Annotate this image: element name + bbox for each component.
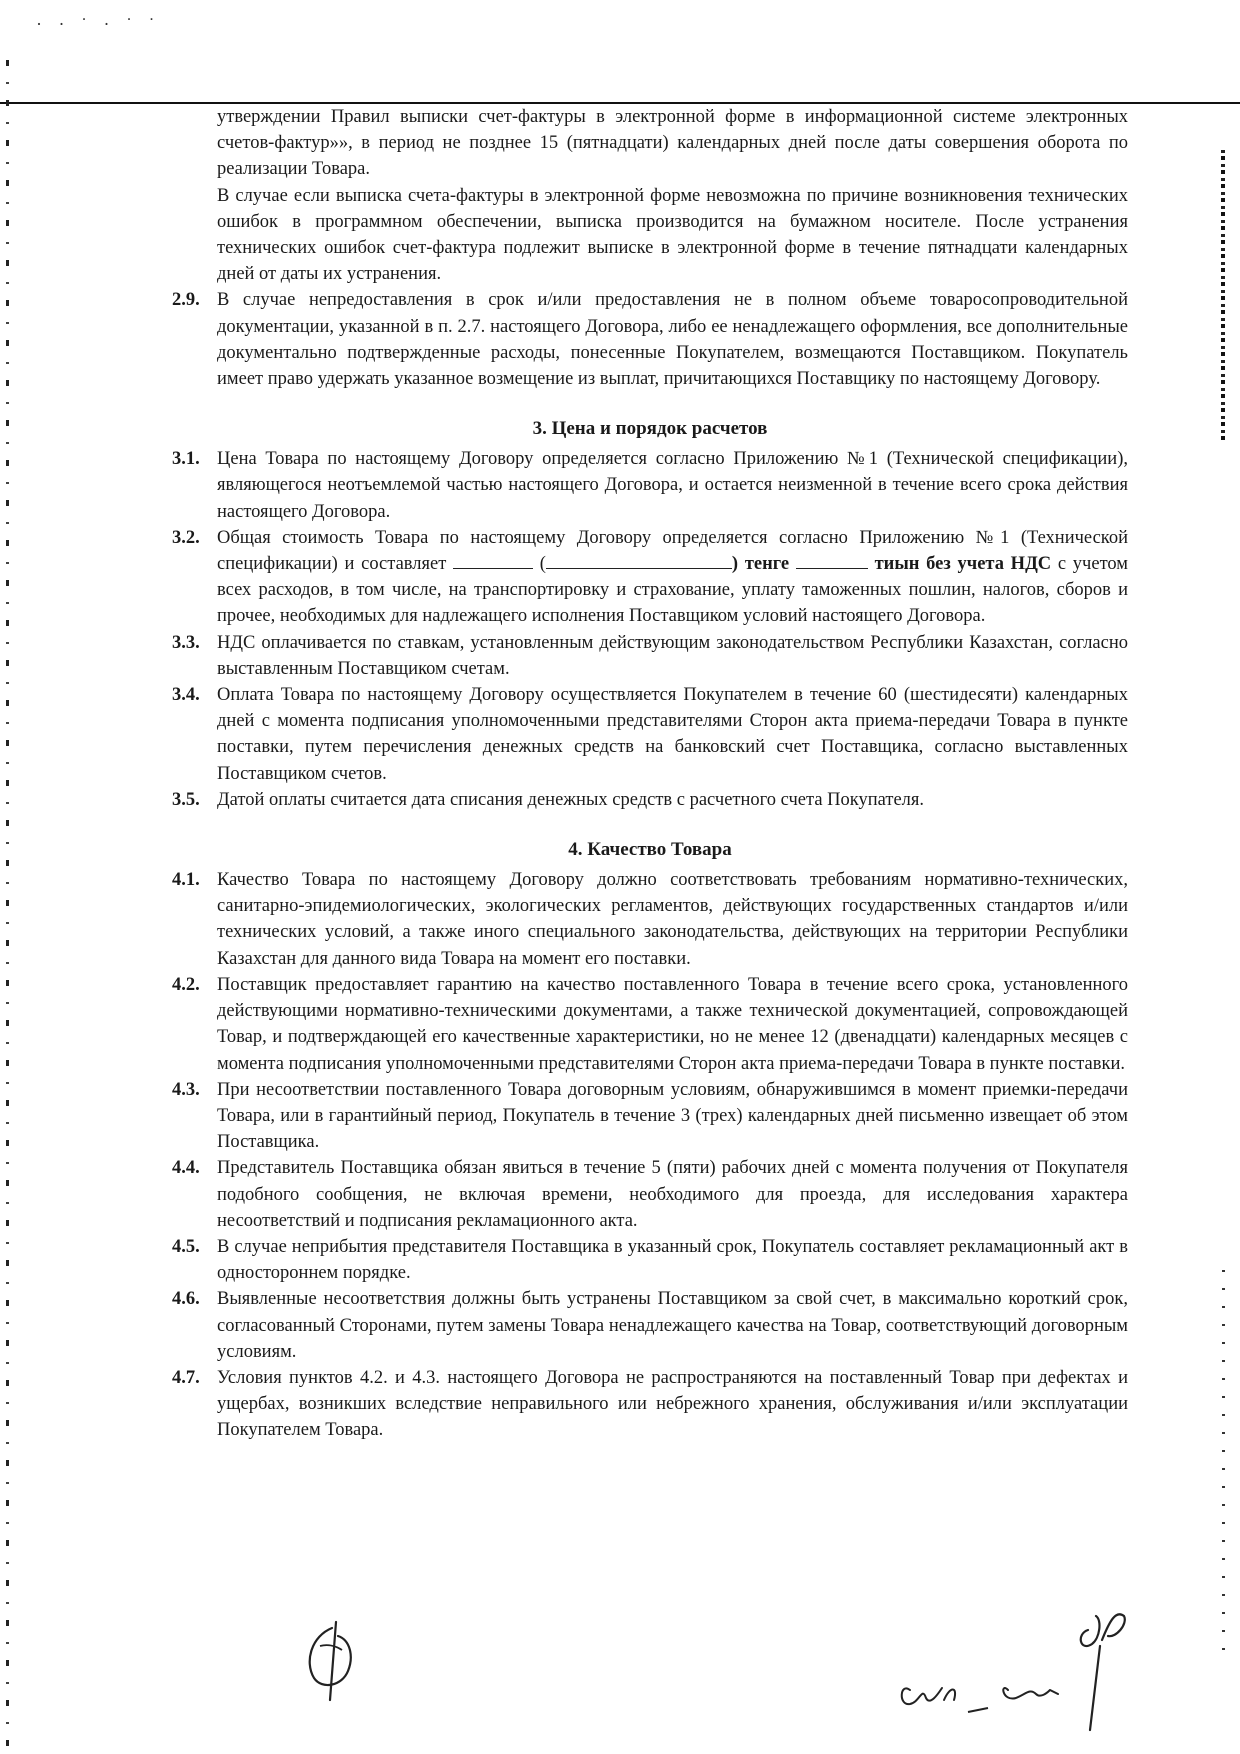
section-3-heading: 3. Цена и порядок расчетов [532, 418, 768, 440]
clause-number: 4.2. [172, 974, 200, 995]
clause-4-4 [172, 1155, 1128, 1234]
clause-4-7 [172, 1365, 1128, 1444]
clause-number: 4.5. [172, 1236, 200, 1257]
clause-text: Поставщик предоставляет гарантию на качество поставленного Товара в течение всего срока, установленного действующими нормативно-техническими документами, а также технической документацией, сопровождающей Товар, и подтверждающей его качественные характеристики, но не менее 12 (двенадцати) календарных месяцев с момента подписания уполномоченными представителями Сторон акта приема-передачи Товара в пункте поставки. [217, 974, 1128, 1074]
clause-4-5 [172, 1234, 1128, 1286]
clause-text: Качество Товара по настоящему Договору должно соответствовать требованиям нормативно-технических, санитарно-эпидемиологических, экологических регламентов, действующих государственных стандартов и/или технических условий, а также иного специального законодательства, действующих на территории Республики Казахстан для данного вида Товара на момент его поставки. [217, 870, 1128, 969]
clause-4-3 [172, 1077, 1128, 1156]
amount-words-blank-field [546, 552, 732, 569]
clause-4-6 [172, 1286, 1128, 1365]
clause-3-2 [172, 525, 1128, 630]
clause-3-1 [172, 446, 1128, 525]
clause-number: 3.4. [172, 685, 200, 706]
clause-text: Выявленные несоответствия должны быть устранены Поставщиком за свой счет, в максимально короткий срок, согласованный Сторонами, путем замены Товара ненадлежащего качества на Товар, соответствующий договорным условиям. [217, 1289, 1128, 1362]
scan-specks: · · ˙ · ˙ ˙ [36, 14, 161, 34]
clause-text: Оплата Товара по настоящему Договору осуществляется Покупателем в течение 60 (шестидесяти) календарных дней с момента подписания уполномоченными представителями Сторон акта приема-передачи Товара в пункте поставки, путем перечисления денежных средств на банковский счет Поставщика, согласно выставленных Поставщиком счетов. [217, 685, 1128, 784]
scan-left-edge-marks [6, 60, 9, 1750]
section-4-heading: 4. Качество Товара [568, 839, 732, 861]
clause-number: 4.7. [172, 1367, 200, 1388]
clause-3-5 [172, 787, 1128, 813]
scan-right-edge-marks [1221, 150, 1225, 440]
scan-right-edge-marks-lower [1222, 1270, 1225, 1650]
clause-number: 3.3. [172, 632, 200, 653]
clause-4-2 [172, 972, 1128, 1077]
clause-number: 3.5. [172, 789, 200, 810]
paren-close: ) [731, 554, 739, 575]
clause-text: Датой оплаты считается дата списания денежных средств с расчетного счета Покупателя. [217, 789, 925, 810]
clause-text: При несоответствии поставленного Товара договорным условиям, обнаружившимся в момент приемки-передачи Товара, или в гарантийный период, Покупатель в течение 3 (трех) календарных дней письменно извещает об этом Поставщика. [217, 1079, 1128, 1153]
clause-number: 2.9. [172, 290, 200, 311]
clause-3-2-text-a: Общая стоимость Товара по настоящему Договору определяется согласно Приложению №1 (Технической спецификации) и составляет [217, 527, 1128, 575]
clause-text: В случае непредоставления в срок и/или предоставления не в полном объеме товаросопроводительной документации, указанной в п. 2.7. настоящего Договора, либо ее ненадлежащего оформления, все дополнительные документально подтвержденные расходы, понесенные Покупателем, возмещаются Поставщиком. Покупатель имеет право удержать указанное возмещение из выплат, причитающихся Поставщику по настоящему Договору. [217, 290, 1128, 390]
clause-3-2-bold-b: тиын без учета НДС [874, 554, 1052, 575]
clause-3-4 [172, 682, 1128, 787]
amount-blank-field [453, 552, 533, 569]
clause-number: 4.6. [172, 1289, 200, 1310]
clause-text: НДС оплачивается по ставкам, установленным действующим законодательством Республики Казахстан, согласно выставленным Поставщиком счетам. [217, 632, 1128, 679]
clause-2-9 [172, 287, 1128, 392]
clause-text: Условия пунктов 4.2. и 4.3. настоящего Договора не распространяются на поставленный Товар при дефектах и ущербах, возникших вследствие неправильного или небрежного хранения, обслуживания и/или эксплуатации Покупателем Товара. [217, 1367, 1128, 1441]
paren-open: ( [539, 554, 546, 575]
tiyn-blank-field [796, 552, 868, 569]
clause-4-1 [172, 867, 1128, 972]
clause-text: Цена Товара по настоящему Договору определяется согласно Приложению №1 (Технической спецификации), являющегося неотъемлемой частью настоящего Договора, и остается неизменной в течение всего срока действия настоящего Договора. [217, 449, 1128, 522]
clause-3-3 [172, 630, 1128, 682]
clause-text: В случае неприбытия представителя Поставщика в указанный срок, Покупатель составляет рекламационный акт в одностороннем порядке. [217, 1236, 1128, 1284]
clause-number: 4.3. [172, 1079, 200, 1100]
tenge-label: тенге [744, 554, 790, 575]
clause-number: 4.4. [172, 1158, 200, 1179]
clause-text: Представитель Поставщика обязан явиться в течение 5 (пяти) рабочих дней с момента получения от Покупателя подобного сообщения, не включая времени, необходимого для проезда, для исследования характера несоответствий и подписания рекламационного акта. [217, 1158, 1128, 1231]
clause-number: 3.2. [172, 527, 200, 548]
clause-number: 4.1. [172, 870, 200, 891]
clause-number: 3.1. [172, 449, 200, 470]
signature-right [880, 1590, 1150, 1740]
paragraph-einvoice-failure: В случае если выписка счета-фактуры в электронной форме невозможна по причине возникновения технических ошибок в программном обеспечении, выписка производится на бумажном носителе. После устранения технических ошибок счет-фактура подлежит выписке в электронной форме в течение пятнадцати календарных дней от даты их устранения. [217, 185, 1128, 285]
paragraph-continuation: утверждении Правил выписки счет-фактуры в электронной форме в информационной системе электронных счетов-фактур»», в период не позднее 15 (пятнадцати) календарных дней после даты совершения оборота по реализации Товара. [217, 107, 1128, 180]
clause-text [217, 525, 1128, 630]
clause-3-2-text-c: с учетом всех расходов, в том числе, на транспортировку и страхование, уплату таможенных пошлин, налогов, сборов и прочее, необходимых для надлежащего исполнения Поставщиком условий настоящего Договора. [217, 554, 1129, 627]
signature-left [292, 1616, 382, 1706]
document-body [172, 104, 1128, 1444]
